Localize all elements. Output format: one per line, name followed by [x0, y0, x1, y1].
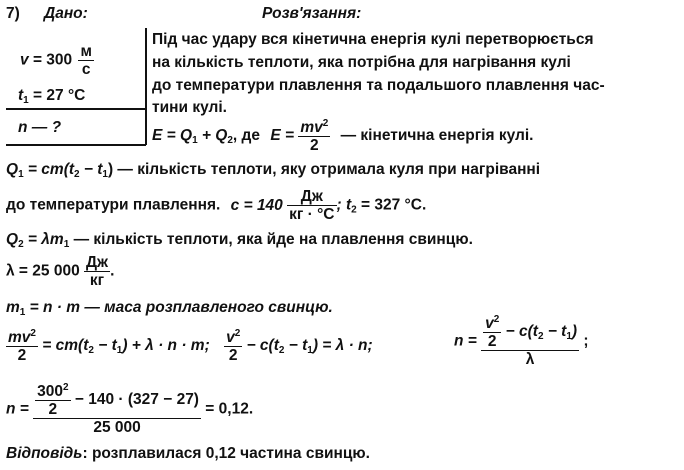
- problem-number: 7): [6, 5, 20, 22]
- energy-balance-equation: $\frac{mv^2}{2}$ = $cm(t_2 - t_1) + \lambda \cdot n \cdot m$; $\frac{v^2}{2}$ − $c(t_2 - t_1) = \lambda \cdot n$;: [8, 328, 373, 365]
- m1-line: $m_1 = n \cdot m$ — маса розплавленого свинцю.: [6, 299, 333, 318]
- energy-equation: $E = Q_1 + Q_2$, де E = $\frac{mv^2}{2}$ — кінетична енергія кулі.: [152, 118, 534, 155]
- q1-second-line: до температури плавлення. c = 140 $\frac{Дж}{кг \cdot ^\circ С}$ ; $t_2 = 327$ °С.: [6, 188, 427, 224]
- given-divider-bottom: [6, 144, 146, 146]
- solution-heading: Розв'язання:: [262, 5, 362, 22]
- given-divider-vertical: [145, 28, 147, 145]
- intro-line-2: на кількість теплоти, яка потрібна для нагрівання кулі: [152, 54, 571, 71]
- answer: Відповідь: розплавилася 0,12 частина свинцю.: [6, 445, 370, 462]
- q1-line: $Q_1 = cm(t_2 - t_1)$ — кількість теплоти, яку отримала куля при нагріванні: [6, 161, 541, 180]
- lambda-value: λ = 25 000 $\frac{Дж}{кг}$ .: [6, 254, 115, 290]
- given-velocity: v = 300 $\frac{м}{с}$: [20, 43, 92, 79]
- q2-line: $Q_2 = \lambda m_1$ — кількість теплоти, яка йде на плавлення свинцю.: [6, 231, 473, 250]
- intro-line-3: до температури плавлення та подальшого плавлення час-: [152, 77, 605, 94]
- calculation: n = $\frac{300^2}{2}$ − 140 · (327 − 27) 25 000 = 0,12.: [6, 382, 254, 437]
- given-heading: Дано:: [44, 5, 88, 22]
- intro-line-4: тини кулі.: [152, 99, 227, 116]
- n-formula: n = $\frac{v^2}{2}$ − $c(t_2 - t_1)$ λ ;: [454, 314, 589, 369]
- given-temperature: $t_1 = 27$ °С: [18, 87, 86, 106]
- intro-line-1: Під час удару вся кінетична енергія кулі перетворюється: [152, 31, 594, 48]
- given-divider-middle: [6, 108, 146, 110]
- given-find: n — ?: [18, 119, 62, 136]
